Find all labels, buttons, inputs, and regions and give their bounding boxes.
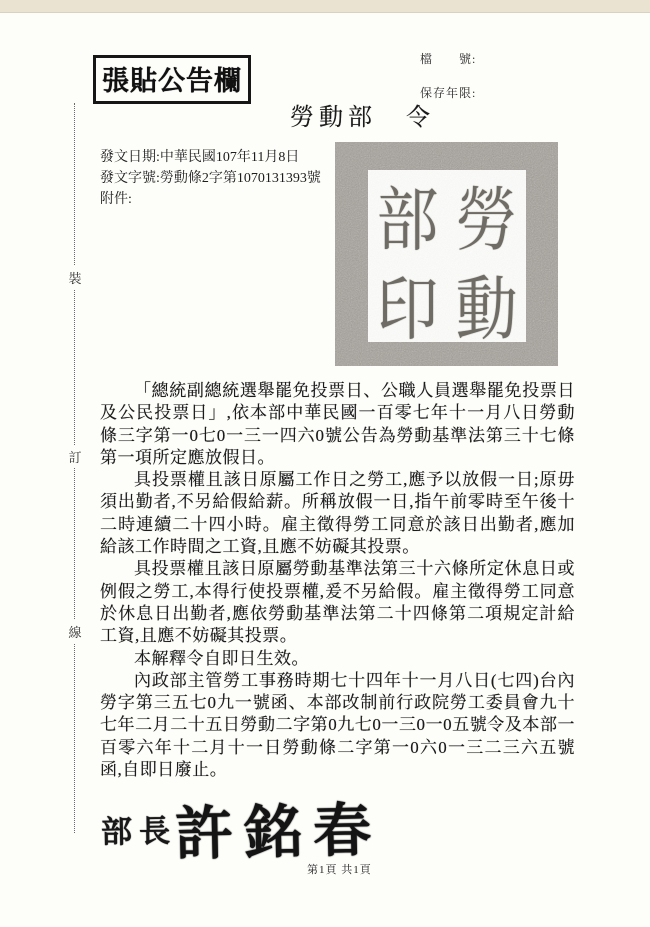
seal-char-yin: 印 [376,272,439,349]
seal-char-lao: 勞 [455,183,518,260]
ministry-seal [335,142,558,366]
minister-title: 部長 [100,813,178,850]
document-title: 勞動部 令 [290,105,435,131]
page-number: 第1頁 共1頁 [307,864,372,876]
seal-script-characters [368,170,526,349]
issue-date-line: 發文日期:中華民國107年11月8日 [100,150,300,165]
paragraph-1: 「總統副總統選舉罷免投票日、公職人員選舉罷免投票日及公民投票日」,依本部中華民國一百零七年十一月八日勞動條三字第一0七0一三一四六0號公告為勞動基準法第三十七條第一項所定應放假日。 [100,381,575,467]
seal-char-dong: 動 [455,272,518,349]
document-meta [100,147,321,210]
binding-mark-ding: 訂 [66,445,84,468]
order-body [100,380,575,781]
retention-period-label: 保存年限: [420,86,477,100]
paragraph-3: 具投票權且該日原屬勞動基準法第三十六條所定休息日或例假之勞工,本得行使投票權,爰不另給假。雇主徵得勞工同意於休息日出勤者,應依勞動基準法第二十四條第二項規定計給工資,且應不妨礙其投票。 [100,559,575,646]
posting-notice-stamp [93,55,251,104]
reference-number-line: 發文字號:勞動條2字第1070131393號 [100,171,321,186]
file-number-block [420,50,476,101]
binding-dotted-line [74,103,75,833]
paragraph-2: 具投票權且該日原屬工作日之勞工,應予以放假一日;原毋須出勤者,不另給假給薪。所稱放假一日,指午前零時至午後十二時連續二十四小時。雇主徵得勞工同意於該日出勤者,應加給該工作時間之工資,且應不妨礙其投票。 [100,470,575,557]
file-number-label: 檔 號: [420,52,477,66]
minister-signature: 許銘春 [174,797,383,868]
scanner-edge-strip [0,0,650,13]
attachment-line: 附件: [100,192,132,207]
paragraph-4: 本解釋令自即日生效。 [134,648,309,668]
posting-notice-label: 張貼公告欄 [102,66,242,96]
binding-mark-zhuang: 裝 [66,266,84,289]
binding-mark-xian: 線 [66,620,84,643]
seal-char-bu: 部 [376,183,439,260]
paragraph-5: 內政部主管勞工事務時期七十四年十一月八日(七四)台內勞字第三五七0九一號函、本部改制前行政院勞工委員會九十七年二月二十五日勞動二字第0九七0一三0一0五號令及本部一百零六年十二月十一日勞動條二字第一0六0一三二三六五號函,自即日廢止。 [100,670,575,780]
